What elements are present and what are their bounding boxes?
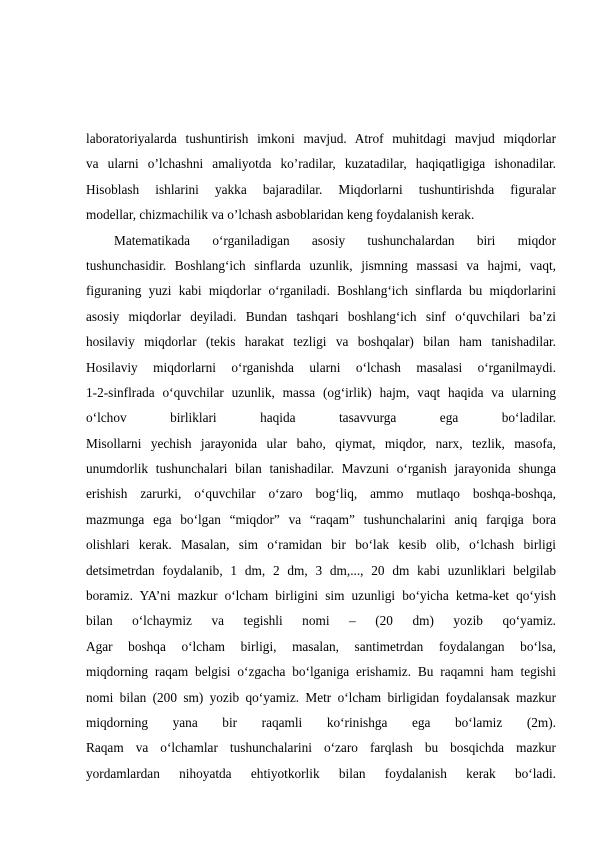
text-line: unumdorlik tushunchalari bilan tanishadilar. Mavzuni o‘rganish jarayonida shunga	[86, 461, 556, 477]
text-line: Hisoblash ishlarini yakka bajaradilar. Miqdorlarni tushuntirishda figuralar	[86, 181, 556, 197]
text-line: Hosilaviy miqdorlarni o‘rganishda ularni o‘lchash masalasi o‘rganilmaydi.	[86, 359, 556, 375]
text-line: miqdorning yana bir raqamli ko‘rinishga ega bo‘lamiz (2m).	[86, 714, 556, 730]
text-line: 1-2-sinflrada o‘quvchilar uzunlik, massa (og‘irlik) hajm, vaqt haqida va ularning	[86, 384, 556, 400]
text-line: miqdorning raqam belgisi o‘zgacha bo‘lganiga erishamiz. Bu raqamni ham tegishi	[86, 664, 556, 680]
text-line: laboratoriyalarda tushuntirish imkoni mavjud. Atrof muhitdagi mavjud miqdorlar	[86, 131, 556, 146]
text-line: Misollarni yechish jarayonida ular baho, qiymat, miqdor, narx, tezlik, masofa,	[86, 435, 556, 451]
text-line: figuraning yuzi kabi miqdorlar o‘rganiladi. Boshlang‘ich sinflarda bu miqdorlarini	[86, 283, 556, 299]
text-line: bilan o‘lchaymiz va tegishli nomi – (20 dm) yozib qo‘yamiz.	[86, 613, 556, 629]
text-line: hosilaviy miqdorlar (tekis harakat tezligi va boshqalar) bilan ham tanishadilar.	[86, 334, 556, 350]
text-line: asosiy miqdorlar deyiladi. Bundan tashqari boshlang‘ich sinf o‘quvchilari ba’zi	[86, 308, 556, 324]
text-line: mazmunga ega bo‘lgan “miqdor” va “raqam” tushunchalarini aniq farqiga bora	[86, 511, 556, 527]
text-line: tushunchasidir. Boshlang‘ich sinflarda uzunlik, jismning massasi va hajmi, vaqt,	[86, 257, 556, 273]
text-line: o‘lchov birliklari haqida tasavvurga ega bo‘ladilar.	[86, 410, 556, 426]
text-line: modellar, chizmachilik va o’lchash asboblaridan keng foydalanish kerak.	[86, 207, 475, 223]
text-line: erishish zarurki, o‘quvchilar o‘zaro bog‘liq, ammo mutlaqo boshqa-boshqa,	[86, 486, 556, 502]
text-line: Agar boshqa o‘lcham birligi, masalan, santimetrdan foydalangan bo‘lsa,	[86, 638, 556, 654]
text-line: olishlari kerak. Masalan, sim o‘ramidan bir bo‘lak kesib olib, o‘lchash birligi	[86, 537, 556, 553]
text-line: detsimetrdan foydalanib, 1 dm, 2 dm, 3 dm,..., 20 dm kabi uzunliklari belgilab	[86, 562, 556, 578]
body-text	[86, 126, 556, 786]
text-line: boramiz. YA’ni mazkur o‘lcham birligini sim uzunligi bo‘yicha ketma-ket qo‘yish	[86, 588, 556, 604]
text-line: Matematikada o‘rganiladigan asosiy tushunchalardan biri miqdor	[114, 232, 556, 248]
text-line: nomi bilan (200 sm) yozib qo‘yamiz. Metr o‘lcham birligidan foydalansak mazkur	[86, 689, 556, 705]
text-line: va ularni o’lchashni amaliyotda ko’radilar, kuzatadilar, haqiqatligiga ishonadilar.	[86, 156, 556, 172]
text-line: Raqam va o‘lchamlar tushunchalarini o‘zaro farqlash bu bosqichda mazkur	[86, 740, 556, 756]
text-line: yordamlardan nihoyatda ehtiyotkorlik bilan foydalanish kerak bo‘ladi.	[86, 765, 556, 781]
